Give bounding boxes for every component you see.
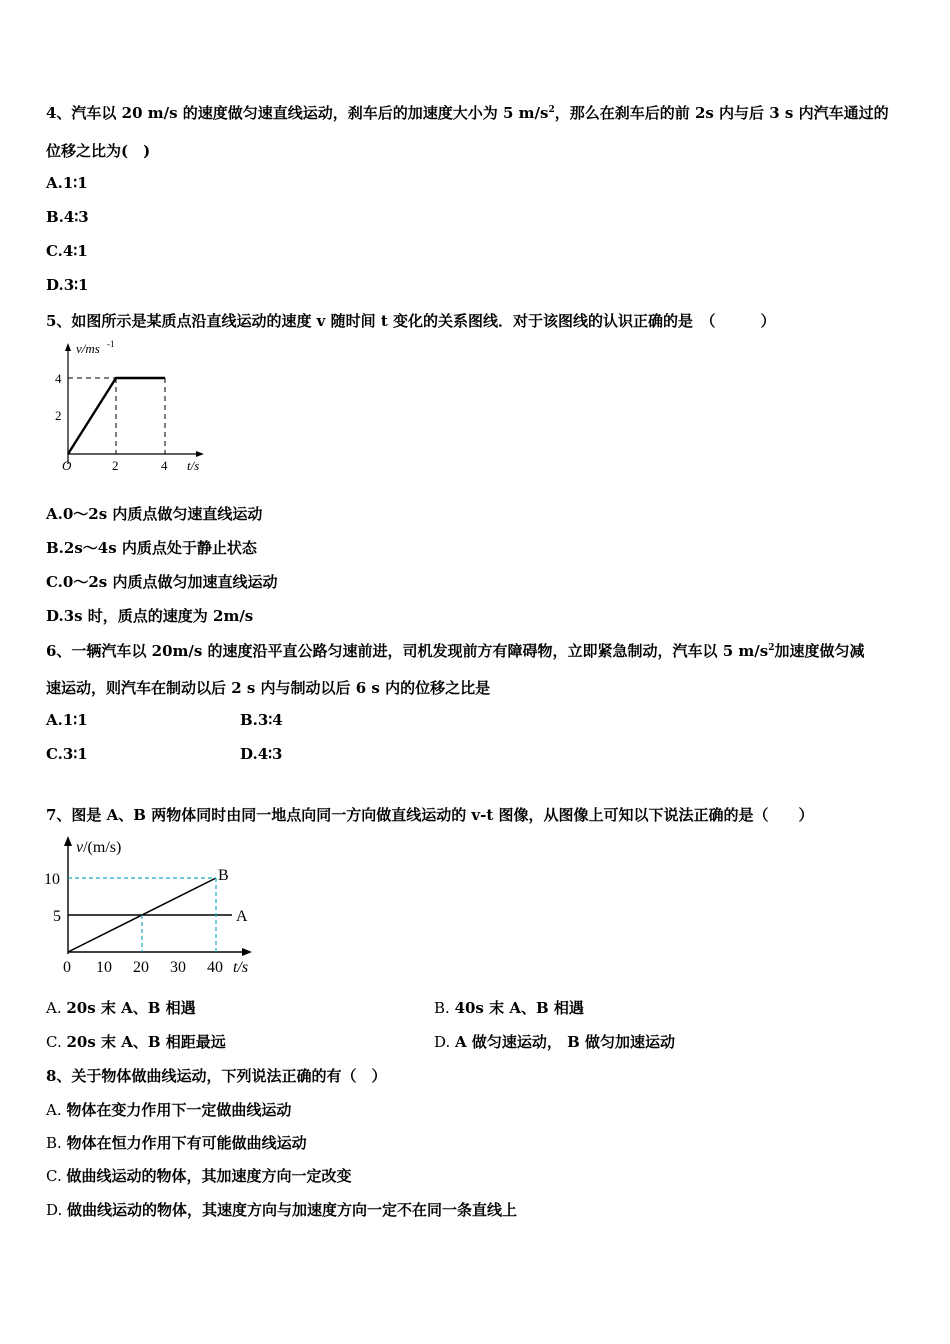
q5-graph-xtick-4: 4 bbox=[161, 458, 168, 473]
q7-graph-ytick-10: 10 bbox=[44, 871, 60, 888]
q4-stem-line1: 4、汽车以 20 m/s 的速度做匀速直线运动，刹车后的加速度大小为 5 $m/s^2$，那么在刹车后的前 2s 内与后 3 s 内汽车通过的 bbox=[46, 104, 889, 122]
q5-vt-graph bbox=[50, 338, 210, 476]
q7-graph-xlabel: t/s bbox=[233, 959, 249, 976]
q6-stem-line1: 6、一辆汽车以 20m/s 的速度沿平直公路匀速前进，司机发现前方有障碍物，立即紧急制动，汽车以 5 $m/s^2$加速度做匀减 bbox=[46, 642, 865, 660]
q7-option-b: B. 40s 末 A、B 相遇 bbox=[434, 999, 584, 1017]
q5-graph-xtick-2: 2 bbox=[112, 458, 119, 473]
q8-option-b: B. 物体在恒力作用下有可能做曲线运动 bbox=[46, 1134, 307, 1152]
q5-option-b: B.2s～4s 内质点处于静止状态 bbox=[46, 539, 257, 557]
q5-option-a: A.0～2s 内质点做匀速直线运动 bbox=[46, 505, 263, 523]
q7-graph-ytick-5: 5 bbox=[53, 908, 61, 925]
q7-graph-label-b: B bbox=[218, 867, 229, 884]
q7-option-a: A. 20s 末 A、B 相遇 bbox=[46, 999, 196, 1017]
q5-graph-ylabel-sup: -1 bbox=[107, 339, 115, 349]
q8-stem: 8、关于物体做曲线运动，下列说法正确的有（ ） bbox=[46, 1067, 387, 1085]
q8-option-d: D. 做曲线运动的物体，其速度方向与加速度方向一定不在同一条直线上 bbox=[46, 1201, 518, 1219]
q5-graph-ytick-4: 4 bbox=[55, 371, 62, 386]
q6-option-a: A.1∶1 bbox=[46, 711, 88, 729]
q5-option-d: D.3s 时，质点的速度为 2m/s bbox=[46, 607, 254, 625]
q4-option-b: B.4∶3 bbox=[46, 208, 89, 226]
q5-option-c: C.0～2s 内质点做匀加速直线运动 bbox=[46, 573, 278, 591]
q5-graph-xlabel: t/s bbox=[187, 458, 200, 473]
q7-graph-xtick-20: 20 bbox=[133, 959, 149, 976]
q7-graph-xtick-10: 10 bbox=[96, 959, 112, 976]
q5-stem: 5、如图所示是某质点沿直线运动的速度 v 随时间 t 变化的关系图线．对于该图线的认识正确的是 （ ） bbox=[46, 312, 776, 330]
q5-graph-origin: O bbox=[62, 458, 72, 473]
q7-graph-xtick-0: 0 bbox=[63, 959, 71, 976]
q7-graph-xtick-30: 30 bbox=[170, 959, 186, 976]
q7-graph-xtick-40: 40 bbox=[207, 959, 223, 976]
q7-graph-ylabel: v/(m/s) bbox=[76, 839, 122, 856]
q4-option-c: C.4∶1 bbox=[46, 242, 88, 260]
q7-option-d: D. A 做匀速运动， B 做匀加速运动 bbox=[434, 1033, 676, 1051]
q6-option-d: D.4∶3 bbox=[240, 745, 283, 763]
q4-option-d: D.3∶1 bbox=[46, 276, 89, 294]
q5-graph-ytick-2: 2 bbox=[55, 408, 62, 423]
q7-graph-label-a: A bbox=[236, 908, 248, 925]
q6-option-c: C.3∶1 bbox=[46, 745, 88, 763]
q7-option-c: C. 20s 末 A、B 相距最远 bbox=[46, 1033, 226, 1051]
q6-option-b: B.3∶4 bbox=[240, 711, 283, 729]
q7-stem: 7、图是 A、B 两物体同时由同一地点向同一方向做直线运动的 v-t 图像，从图像上可知以下说法正确的是（ ） bbox=[46, 806, 814, 824]
q8-option-c: C. 做曲线运动的物体，其加速度方向一定改变 bbox=[46, 1167, 352, 1185]
q4-stem-line2: 位移之比为( ) bbox=[46, 142, 151, 160]
q8-option-a: A. 物体在变力作用下一定做曲线运动 bbox=[46, 1101, 292, 1119]
q7-vt-graph bbox=[40, 832, 260, 980]
q5-graph-ylabel: v/ms bbox=[76, 341, 100, 356]
q6-stem-line2: 速运动，则汽车在制动以后 2 s 内与制动以后 6 s 内的位移之比是 bbox=[46, 679, 491, 697]
q4-option-a: A.1∶1 bbox=[46, 174, 88, 192]
